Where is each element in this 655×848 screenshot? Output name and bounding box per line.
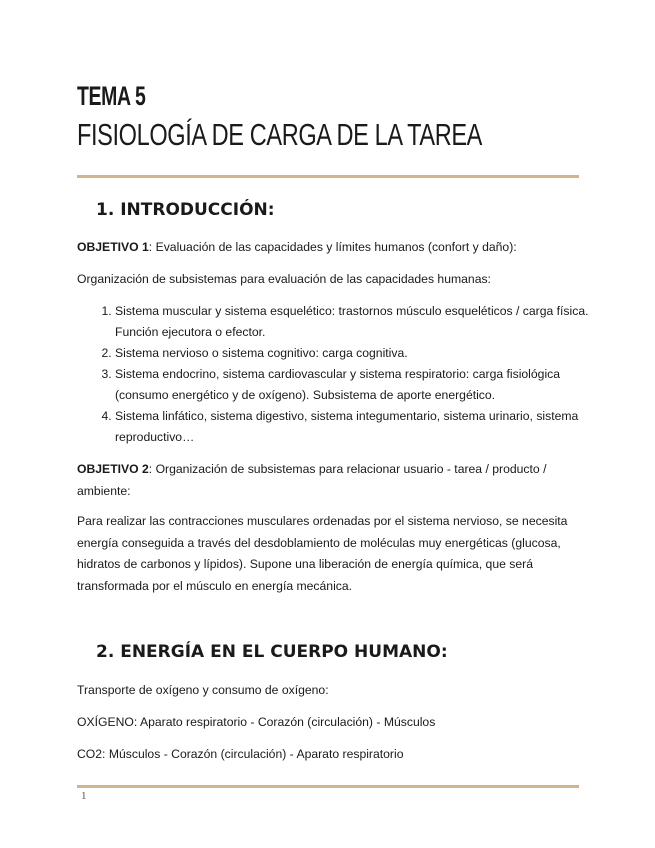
- objective-1: [77, 237, 582, 259]
- section-2-heading: 2. ENERGÍA EN EL CUERPO HUMANO:: [96, 642, 448, 662]
- oxygen-path-line: OXÍGENO: Aparato respiratorio - Corazón (circulación) - Músculos: [77, 715, 436, 729]
- list-item: 4. Sistema linfático, sistema digestivo, sistema integumentario, sistema urinario, sistema reproductivo…: [115, 406, 605, 448]
- list-item: 3. Sistema endocrino, sistema cardiovascular y sistema respiratorio: carga fisiológica (consumo energético y de oxígeno). Subsistema de aporte energético.: [115, 364, 605, 406]
- objective-1-label: OBJETIVO 1: [77, 240, 149, 254]
- topic-number: TEMA 5: [77, 81, 146, 111]
- subsystems-list: [77, 301, 605, 448]
- objective-1-text: : Evaluación de las capacidades y límites humanos (confort y daño):: [148, 240, 517, 254]
- list-item: 1. Sistema muscular y sistema esquelético: trastornos músculo esqueléticos / carga física. Función ejecutora o efector.: [115, 301, 605, 343]
- section-1-heading: 1. INTRODUCCIÓN:: [96, 200, 275, 220]
- objective-2: [77, 459, 582, 502]
- list-item: 2. Sistema nervioso o sistema cognitivo: carga cognitiva.: [115, 343, 605, 364]
- top-divider: [77, 175, 579, 178]
- document-title: FISIOLOGÍA DE CARGA DE LA TAREA: [77, 117, 483, 152]
- energy-paragraph: Para realizar las contracciones musculares ordenadas por el sistema nervioso, se necesita energía conseguida a través del desdoblamiento de moléculas muy energéticas (glucosa, hidratos de carbonos y lípidos). Supone una liberación de energía química, que será transformada por el músculo en energía mecánica.: [77, 514, 568, 593]
- page-number: 1: [81, 790, 87, 802]
- objective-2-text: : Organización de subsistemas para relacionar usuario - tarea / producto / ambiente:: [77, 462, 547, 498]
- co2-path-line: CO2: Músculos - Corazón (circulación) - Aparato respiratorio: [77, 747, 404, 761]
- oxygen-transport-line: Transporte de oxígeno y consumo de oxígeno:: [77, 683, 329, 697]
- bottom-divider: [77, 785, 579, 788]
- subsystems-intro: Organización de subsistemas para evaluación de las capacidades humanas:: [77, 272, 491, 286]
- objective-2-label: OBJETIVO 2: [77, 462, 149, 476]
